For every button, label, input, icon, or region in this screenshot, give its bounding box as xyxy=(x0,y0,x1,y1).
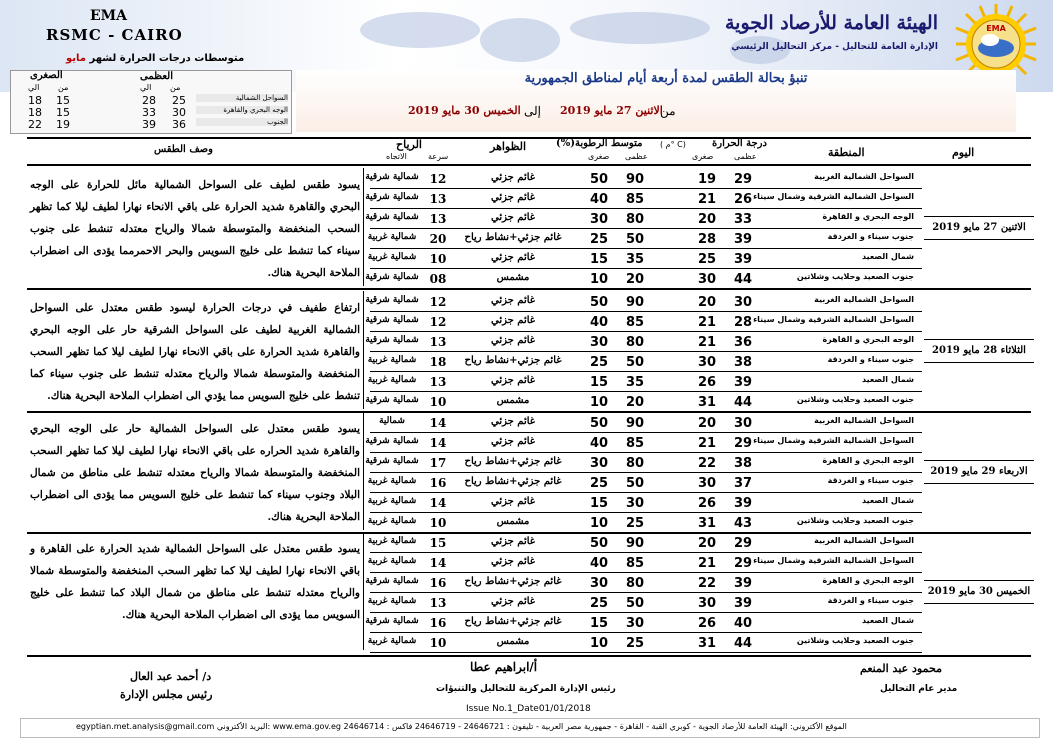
wind-direction: شمالية شرقية xyxy=(365,192,419,202)
humidity-min: 10 xyxy=(589,395,609,410)
row-rule xyxy=(370,572,922,573)
avg-min-to: الي xyxy=(28,83,40,92)
day-name-rule-top xyxy=(924,339,1034,340)
wind-speed: 13 xyxy=(429,596,447,610)
temp-max: 43 xyxy=(733,516,753,531)
wind-speed: 17 xyxy=(429,456,447,470)
phenomena: غائم جزئي+نشاط رياح xyxy=(464,476,562,487)
temp-max: 39 xyxy=(733,596,753,611)
phenomena: غائم جزئي xyxy=(490,212,535,223)
wind-speed: 10 xyxy=(429,516,447,530)
phenomena: غائم جزئي xyxy=(490,536,535,547)
avg-region: الجنوب xyxy=(196,118,288,126)
phenomena: مشمس xyxy=(496,395,530,406)
wind-speed: 16 xyxy=(429,616,447,630)
temp-max: 37 xyxy=(733,476,753,491)
humidity-max: 80 xyxy=(625,212,645,227)
humidity-max: 50 xyxy=(625,596,645,611)
wind-direction: شمالية شرقية xyxy=(365,576,419,586)
description-divider xyxy=(363,532,364,650)
description-divider xyxy=(363,291,364,409)
phenomena: غائم جزئي+نشاط رياح xyxy=(464,576,562,587)
phenomena: غائم جزئي xyxy=(490,416,535,427)
humidity-max: 35 xyxy=(625,375,645,390)
col-phenomena: الظواهر xyxy=(490,140,527,153)
wind-speed: 16 xyxy=(429,476,447,490)
phenomena: مشمس xyxy=(496,516,530,527)
wind-direction: شمالية غربية xyxy=(367,375,417,385)
wind-speed: 12 xyxy=(429,172,447,186)
humidity-max: 80 xyxy=(625,576,645,591)
humidity-max: 80 xyxy=(625,456,645,471)
center-signer-title: رئيس الإدارة المركزية للتحاليل والتنبؤات xyxy=(436,684,616,694)
temp-max: 29 xyxy=(733,436,753,451)
col-day: اليوم xyxy=(952,146,975,159)
humidity-max: 25 xyxy=(625,636,645,651)
row-rule xyxy=(370,411,922,412)
wind-speed: 14 xyxy=(429,496,447,510)
wind-speed: 14 xyxy=(429,556,447,570)
temp-max: 38 xyxy=(733,355,753,370)
col-min: صغرى xyxy=(692,152,714,161)
temp-max: 44 xyxy=(733,636,753,651)
row-rule xyxy=(370,472,922,473)
wind-direction: شمالية xyxy=(379,416,405,426)
row-rule xyxy=(370,592,922,593)
avg-region: الوجه البحري والقاهرة xyxy=(196,106,288,114)
right-signer-title: مدير عام التحاليل xyxy=(880,684,958,694)
humidity-max: 35 xyxy=(625,252,645,267)
region-name: الوجه البحري و القاهرة xyxy=(822,456,914,465)
col-direction: الاتجاه xyxy=(386,152,407,161)
footer-email-label: البريد الأكتروني: xyxy=(216,722,271,731)
temp-min: 30 xyxy=(697,596,717,611)
org-name: الهيئة العامة للأرصاد الجوية xyxy=(724,12,938,34)
temp-max: 39 xyxy=(733,375,753,390)
humidity-max: 85 xyxy=(625,436,645,451)
temp-min: 21 xyxy=(697,556,717,571)
phenomena: غائم جزئي+نشاط رياح xyxy=(464,232,562,243)
region-name: السواحل الشمالية الشرقية وشمال سيناء xyxy=(753,556,914,565)
weather-description: ارتفاع طفيف في درجات الحرارة ليسود طقس معتدل على السواحل الشمالية الغربية لطيف على السواحل الشرقية حار على الوجه البحري والقاهرة شديد الحرارة على باقي الانحاء نهارا لطيف ليلا كما تظهر السحب المنخفضة والمتوسطة شمالا والرياح معتدله تنشط على جنوب سيناء كما تنشط على خليج السويس مما يؤدي الى اضطراب الملاحة البحرية هناك. xyxy=(30,302,360,402)
humidity-min: 15 xyxy=(589,252,609,267)
temp-max: 39 xyxy=(733,252,753,267)
row-rule xyxy=(370,351,922,352)
footer-email[interactable]: egyptian.met.analysis@gmail.com xyxy=(76,722,215,731)
right-signer-name: محمود عبد المنعم xyxy=(860,662,942,675)
humidity-min: 25 xyxy=(589,355,609,370)
wind-speed: 12 xyxy=(429,315,447,329)
humidity-min: 25 xyxy=(589,232,609,247)
left-signer-name: د/ أحمد عبد العال xyxy=(130,670,212,683)
temp-max: 39 xyxy=(733,576,753,591)
humidity-max: 25 xyxy=(625,516,645,531)
region-name: السواحل الشمالية الشرقية وشمال سيناء xyxy=(753,315,914,324)
temp-min: 25 xyxy=(697,252,717,267)
avg-region: السواحل الشمالية xyxy=(196,94,288,102)
dept-name: الإدارة العامة للتحاليل - مركز التحاليل الرئيسي xyxy=(731,42,938,52)
humidity-min: 50 xyxy=(589,536,609,551)
temp-max: 44 xyxy=(733,272,753,287)
temp-max: 28 xyxy=(733,315,753,330)
row-rule xyxy=(370,652,922,653)
humidity-max: 50 xyxy=(625,232,645,247)
wind-speed: 10 xyxy=(429,252,447,266)
humidity-max: 20 xyxy=(625,272,645,287)
wind-speed: 12 xyxy=(429,295,447,309)
humidity-max: 90 xyxy=(625,416,645,431)
day-name: الاربعاء 29 مايو 2019 xyxy=(930,466,1028,477)
page-title: تنبؤ بحالة الطقس لمدة أربعة أيام لمناطق الجمهورية xyxy=(524,71,808,86)
wind-speed: 15 xyxy=(429,536,447,550)
humidity-max: 90 xyxy=(625,536,645,551)
phenomena: غائم جزئي xyxy=(490,556,535,567)
humidity-max: 85 xyxy=(625,315,645,330)
region-name: الوجه البحري و القاهرة xyxy=(822,212,914,221)
temp-max: 30 xyxy=(733,416,753,431)
day-name: الاثنين 27 مايو 2019 xyxy=(932,222,1026,233)
temp-max: 38 xyxy=(733,456,753,471)
temp-min: 21 xyxy=(697,436,717,451)
from-date: الاثنين 27 مايو 2019 xyxy=(560,104,663,117)
avg-max-from-value: 36 xyxy=(172,118,186,131)
avg-min-from: من xyxy=(58,83,69,92)
humidity-min: 40 xyxy=(589,192,609,207)
humidity-min: 15 xyxy=(589,496,609,511)
temp-max: 29 xyxy=(733,556,753,571)
region-name: جنوب الصعيد وحلايب وشلاتين xyxy=(796,395,914,404)
humidity-min: 10 xyxy=(589,516,609,531)
row-rule xyxy=(370,512,922,513)
temp-max: 26 xyxy=(733,192,753,207)
phenomena: غائم جزئي xyxy=(490,315,535,326)
description-divider xyxy=(363,412,364,530)
region-name: شمال الصعيد xyxy=(862,375,914,384)
phenomena: غائم جزئي+نشاط رياح xyxy=(464,616,562,627)
wind-direction: شمالية شرقية xyxy=(365,436,419,446)
region-name: جنوب سيناء و الغردقة xyxy=(827,355,914,364)
region-name: جنوب سيناء و الغردقة xyxy=(827,476,914,485)
wind-direction: شمالية غربية xyxy=(367,355,417,365)
phenomena: غائم جزئي xyxy=(490,596,535,607)
phenomena: مشمس xyxy=(496,272,530,283)
wind-direction: شمالية شرقية xyxy=(365,295,419,305)
temp-min: 26 xyxy=(697,616,717,631)
day-name-rule-bottom xyxy=(924,362,1034,363)
wind-direction: شمالية غربية xyxy=(367,536,417,546)
humidity-min: 40 xyxy=(589,556,609,571)
temp-min: 19 xyxy=(697,172,717,187)
to-label: إلى xyxy=(524,104,541,118)
rsmc-label: RSMC - CAIRO xyxy=(46,26,183,44)
humidity-max: 30 xyxy=(625,496,645,511)
row-rule xyxy=(370,371,922,372)
humidity-max: 50 xyxy=(625,476,645,491)
avg-max-from-value: 30 xyxy=(172,106,186,119)
temp-min: 31 xyxy=(697,395,717,410)
humidity-min: 15 xyxy=(589,616,609,631)
temp-max: 30 xyxy=(733,295,753,310)
wind-direction: شمالية غربية xyxy=(367,516,417,526)
humidity-max: 30 xyxy=(625,616,645,631)
temp-max: 33 xyxy=(733,212,753,227)
wind-direction: شمالية شرقية xyxy=(365,172,419,182)
region-name: السواحل الشمالية الغربية xyxy=(814,416,914,425)
day-name-rule-top xyxy=(924,580,1034,581)
wind-speed: 10 xyxy=(429,636,447,650)
avg-max-to-value: 33 xyxy=(142,106,156,119)
wind-direction: شمالية غربية xyxy=(367,496,417,506)
phenomena: غائم جزئي xyxy=(490,295,535,306)
temp-max: 29 xyxy=(733,172,753,187)
temp-min: 26 xyxy=(697,375,717,390)
temp-min: 28 xyxy=(697,232,717,247)
region-name: شمال الصعيد xyxy=(862,616,914,625)
temp-min: 31 xyxy=(697,516,717,531)
wind-direction: شمالية غربية xyxy=(367,476,417,486)
temp-max: 36 xyxy=(733,335,753,350)
humidity-min: 25 xyxy=(589,476,609,491)
wind-direction: شمالية شرقية xyxy=(365,456,419,466)
day-name: الثلاثاء 28 مايو 2019 xyxy=(932,345,1026,356)
phenomena: غائم جزئي+نشاط رياح xyxy=(464,456,562,467)
phenomena: غائم جزئي xyxy=(490,335,535,346)
temp-max: 44 xyxy=(733,395,753,410)
avg-min-to-value: 18 xyxy=(28,106,42,119)
row-rule xyxy=(370,432,922,433)
day-name-rule-bottom xyxy=(924,483,1034,484)
wind-direction: شمالية غربية xyxy=(367,232,417,242)
region-name: السواحل الشمالية الشرقية وشمال سيناء xyxy=(753,192,914,201)
region-name: جنوب سيناء و الغردقة xyxy=(827,596,914,605)
day-name-rule-top xyxy=(924,460,1034,461)
humidity-min: 30 xyxy=(589,212,609,227)
temp-min: 22 xyxy=(697,456,717,471)
day-name-rule-top xyxy=(924,216,1034,217)
avg-max-to: الي xyxy=(140,83,152,92)
avg-min-to-value: 22 xyxy=(28,118,42,131)
header-top-rule xyxy=(27,137,1031,139)
avg-min-label: الصغرى xyxy=(30,70,63,81)
row-rule xyxy=(370,311,922,312)
humidity-min: 50 xyxy=(589,172,609,187)
region-name: جنوب الصعيد وحلايب وشلاتين xyxy=(796,636,914,645)
avg-max-label: العظمى xyxy=(140,71,173,82)
to-date: الخميس 30 مايو 2019 xyxy=(408,104,521,117)
temp-min: 20 xyxy=(697,212,717,227)
temp-min: 30 xyxy=(697,476,717,491)
avg-max-to-value: 39 xyxy=(142,118,156,131)
weather-description: يسود طقس معتدل على السواحل الشمالية حار على الوجه البحري والقاهرة شديد الحراره على باقي الانحاء نهارا لطيف ليلا كما تظهر السحب المنخفضة والمتوسطة شمالا والرياح معتدله تنشط على مناطق من شمال البلاد وجنوب سيناء كما تنشط على خليج السويس مما يؤدى الى اضطراب الملاحة البحرية هناك. xyxy=(30,423,360,523)
col-humidity: متوسط الرطوبة(%) xyxy=(556,138,643,149)
col-region: المنطقة xyxy=(828,146,865,159)
phenomena: غائم جزئي+نشاط رياح xyxy=(464,355,562,366)
region-name: الوجه البحري و القاهرة xyxy=(822,576,914,585)
wind-speed: 08 xyxy=(429,272,447,286)
footer-site[interactable]: www.ema.gov.eg xyxy=(272,722,341,731)
weather-description: يسود طقس لطيف على السواحل الشمالية مائل للحرارة على الوجه البحري والقاهرة شديد الحرارة على باقي الانحاء نهارا لطيف ليلا كما تظهر السحب المنخفضة والمتوسطة شمالا والرياح معتدله تنشط على جنوب سيناء كما تنشط على خليج السويس والبحر الاحمرمما يؤدى الى اضطراب الملاحة البحرية هناك. xyxy=(30,179,360,279)
wind-speed: 20 xyxy=(429,232,447,246)
footer-site-label: الموقع الأكتروني: xyxy=(789,722,847,731)
wind-direction: شمالية شرقية xyxy=(365,315,419,325)
wind-speed: 13 xyxy=(429,375,447,389)
temp-min: 22 xyxy=(697,576,717,591)
wind-speed: 14 xyxy=(429,416,447,430)
humidity-max: 85 xyxy=(625,556,645,571)
wind-speed: 14 xyxy=(429,436,447,450)
row-rule xyxy=(370,188,922,189)
humidity-min: 25 xyxy=(589,596,609,611)
wind-direction: شمالية شرقية xyxy=(365,395,419,405)
humidity-min: 40 xyxy=(589,436,609,451)
region-name: السواحل الشمالية الشرقية وشمال سيناء xyxy=(753,436,914,445)
row-rule xyxy=(370,632,922,633)
col-temp-unit: ( م° C) xyxy=(660,140,686,149)
region-name: شمال الصعيد xyxy=(862,252,914,261)
avg-min-from-value: 15 xyxy=(56,94,70,107)
header-bottom-rule xyxy=(27,164,1031,166)
row-rule xyxy=(370,228,922,229)
row-rule xyxy=(370,208,922,209)
temp-max: 39 xyxy=(733,496,753,511)
phenomena: غائم جزئي xyxy=(490,192,535,203)
wind-speed: 13 xyxy=(429,192,447,206)
footer-contact: الهيئة العامة للأرصاد الجوية - كوبري القبة - القاهرة - جمهورية مصر العربية - تليفون : 24646721 - 24646719 فاكس : 24646714 xyxy=(343,722,788,731)
col-hmax: عظمى xyxy=(625,152,648,161)
phenomena: غائم جزئي xyxy=(490,496,535,507)
wind-direction: شمالية غربية xyxy=(367,596,417,606)
day-name-rule-bottom xyxy=(924,239,1034,240)
row-rule xyxy=(370,288,922,289)
humidity-min: 40 xyxy=(589,315,609,330)
avg-min-from-value: 15 xyxy=(56,106,70,119)
temp-min: 21 xyxy=(697,192,717,207)
wind-direction: شمالية شرقية xyxy=(365,616,419,626)
row-rule xyxy=(370,391,922,392)
avg-min-from-value: 19 xyxy=(56,118,70,131)
temp-max: 40 xyxy=(733,616,753,631)
humidity-min: 30 xyxy=(589,576,609,591)
humidity-max: 90 xyxy=(625,172,645,187)
row-rule xyxy=(370,452,922,453)
region-name: السواحل الشمالية الغربية xyxy=(814,172,914,181)
left-signer-title: رئيس مجلس الإدارة xyxy=(120,688,213,701)
region-name: السواحل الشمالية الغربية xyxy=(814,295,914,304)
humidity-min: 30 xyxy=(589,456,609,471)
humidity-min: 50 xyxy=(589,295,609,310)
wind-direction: شمالية غربية xyxy=(367,556,417,566)
temp-min: 20 xyxy=(697,416,717,431)
wind-speed: 10 xyxy=(429,395,447,409)
row-rule xyxy=(370,248,922,249)
temp-min: 21 xyxy=(697,335,717,350)
col-wind: الرياح xyxy=(396,138,422,151)
wind-direction: شمالية غربية xyxy=(367,636,417,646)
wind-direction: شمالية غربية xyxy=(367,252,417,262)
day-name: الخميس 30 مايو 2019 xyxy=(927,586,1031,597)
phenomena: غائم جزئي xyxy=(490,375,535,386)
wind-direction: شمالية شرقية xyxy=(365,272,419,282)
signature-rule xyxy=(27,655,1031,657)
wind-speed: 16 xyxy=(429,576,447,590)
phenomena: مشمس xyxy=(496,636,530,647)
issue-line: Issue No.1_Date01/01/2018 xyxy=(466,704,591,714)
region-name: جنوب الصعيد وحلايب وشلاتين xyxy=(796,516,914,525)
avg-max-from-value: 25 xyxy=(172,94,186,107)
temp-min: 20 xyxy=(697,536,717,551)
humidity-min: 15 xyxy=(589,375,609,390)
humidity-min: 10 xyxy=(589,272,609,287)
temp-min: 30 xyxy=(697,355,717,370)
description-divider xyxy=(363,168,364,286)
temp-min: 26 xyxy=(697,496,717,511)
avg-max-to-value: 28 xyxy=(142,94,156,107)
humidity-max: 20 xyxy=(625,395,645,410)
col-description: وصف الطقس xyxy=(154,144,213,155)
wind-speed: 13 xyxy=(429,335,447,349)
temp-max: 29 xyxy=(733,536,753,551)
day-name-rule-bottom xyxy=(924,603,1034,604)
phenomena: غائم جزئي xyxy=(490,172,535,183)
row-rule xyxy=(370,331,922,332)
avg-title: متوسطات درجات الحرارة لشهر مايو xyxy=(66,53,245,64)
temp-max: 39 xyxy=(733,232,753,247)
col-hmin: صغرى xyxy=(588,152,610,161)
ema-label: EMA xyxy=(90,8,128,24)
weather-description: يسود طقس معتدل على السواحل الشمالية شديد الحرارة على القاهرة و باقي الانحاء نهارا لطيف ليلا كما تظهر السحب المنخفضة والمتوسطة شمالا والرياح معتدله تنشط على مناطق من شمال البلاد كما تنشط على خليج السويس مما يؤدى الى اضطراب الملاحة البحرية هناك. xyxy=(30,543,360,621)
row-rule xyxy=(370,552,922,553)
wind-direction: شمالية شرقية xyxy=(365,212,419,222)
humidity-max: 80 xyxy=(625,335,645,350)
humidity-max: 85 xyxy=(625,192,645,207)
humidity-min: 50 xyxy=(589,416,609,431)
temp-min: 30 xyxy=(697,272,717,287)
region-name: شمال الصعيد xyxy=(862,496,914,505)
region-name: جنوب سيناء و الغردقة xyxy=(827,232,914,241)
col-speed: سرعة xyxy=(428,152,449,161)
avg-min-to-value: 18 xyxy=(28,94,42,107)
region-name: السواحل الشمالية الغربية xyxy=(814,536,914,545)
phenomena: غائم جزئي xyxy=(490,436,535,447)
wind-direction: شمالية شرقية xyxy=(365,335,419,345)
temp-min: 21 xyxy=(697,315,717,330)
humidity-min: 30 xyxy=(589,335,609,350)
humidity-min: 10 xyxy=(589,636,609,651)
avg-max-from: من xyxy=(170,83,181,92)
col-max: عظمى xyxy=(734,152,757,161)
temp-min: 20 xyxy=(697,295,717,310)
row-rule xyxy=(370,612,922,613)
row-rule xyxy=(370,268,922,269)
phenomena: غائم جزئي xyxy=(490,252,535,263)
region-name: الوجه البحري و القاهرة xyxy=(822,335,914,344)
wind-speed: 18 xyxy=(429,355,447,369)
region-name: جنوب الصعيد وحلايب وشلاتين xyxy=(796,272,914,281)
center-signer-name: أ/ابراهيم عطا xyxy=(470,660,538,674)
temp-min: 31 xyxy=(697,636,717,651)
humidity-max: 90 xyxy=(625,295,645,310)
humidity-max: 50 xyxy=(625,355,645,370)
wind-speed: 13 xyxy=(429,212,447,226)
row-rule xyxy=(370,532,922,533)
from-label: من xyxy=(660,104,676,118)
row-rule xyxy=(370,492,922,493)
footer-line xyxy=(76,722,976,731)
logo-text: EMA xyxy=(986,24,1006,33)
col-temp: درجة الحرارة xyxy=(712,138,767,149)
